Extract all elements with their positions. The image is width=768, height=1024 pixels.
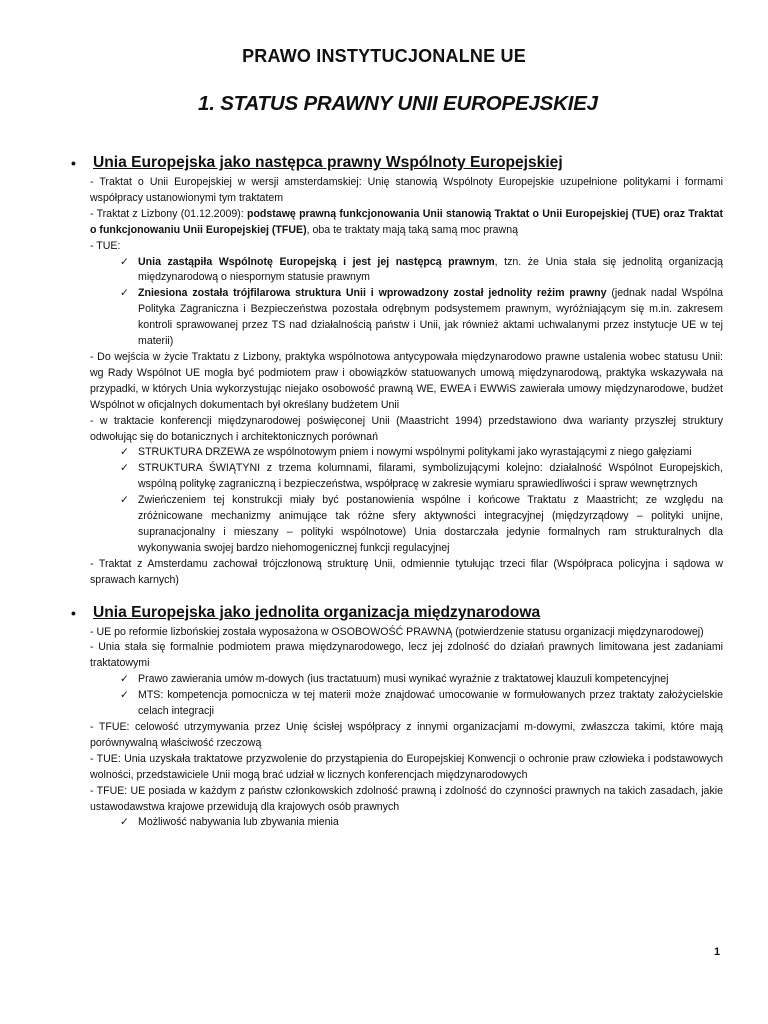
paragraph-tail: , oba te traktaty mają taką samą moc prawną [306,223,518,236]
paragraph: - UE po reformie lizbońskiej została wyposażona w OSOBOWOŚĆ PRAWNĄ (potwierdzenie statusu organizacji międzynarodowej) [90,625,704,638]
paragraph: - w traktacie konferencji międzynarodowej poświęconej Unii (Maastricht 1994) przedstawiono dwa warianty przyszłej struktury odwołując się do botanicznych i architektonicznych porównań [90,414,723,443]
check-item-text: Prawo zawierania umów m-dowych (ius tractatuum) musi wynikać wyraźnie z traktatowej klauzuli kompetencyjnej [138,673,669,686]
document-body [71,153,723,831]
document-subtitle: 1. STATUS PRAWNY UNII EUROPEJSKIEJ [198,92,598,115]
bullet-icon: • [71,604,76,621]
section-heading-text: Unia Europejska jako jednolita organizacja międzynarodowa [93,603,541,621]
checkmark-icon: ✓ [120,494,129,507]
paragraph-bold: podstawę prawną funkcjonowania Unii stanowią Traktat o Unii Europejskiej (TUE) oraz Traktat o funkcjonowaniu Unii Europejskiej (TFUE) [90,207,723,236]
check-item [120,255,723,287]
section-heading [71,153,723,173]
paragraph: - TFUE: UE posiada w każdym z państw członkowskich zdolność prawną i zdolność do czynności prawnych na takich zasadach, jakie ustawodawstwa krajowe przewidują dla krajowych osób prawnych [90,784,723,813]
check-item-tail: , tzn. że Unia stała się jednolitą organizacją międzynarodową o niespornym statusie prawnym [138,255,723,284]
section-heading-text: Unia Europejska jako następca prawny Wspólnoty Europejskiej [93,154,563,171]
page-number: 1 [714,946,721,958]
check-item-text: STRUKTURA DRZEWA ze wspólnotowym pniem i nowymi wspólnymi politykami jako wyrastającymi z niego gałęziami [138,446,692,459]
checkmark-icon: ✓ [120,446,129,459]
paragraph: - TUE: [90,239,121,252]
check-item [120,461,723,493]
paragraph-lead: - Traktat z Lizbony (01.12.2009): [90,207,247,220]
paragraph: - TUE: Unia uzyskała traktatowe przyzwolenie do przystąpienia do Europejskiej Konwencji o ochronie praw człowieka i podstawowych wolności, przedstawiciele Unii mogą brać udział w licznych konferencjach międzynarodowych [90,752,723,781]
check-item [120,445,723,461]
checkmark-icon: ✓ [120,816,129,829]
section-heading [71,603,723,623]
checkmark-icon: ✓ [120,689,129,702]
bullet-icon: • [71,155,76,171]
check-item-text: Możliwość nabywania lub zbywania mienia [138,816,339,829]
check-item-text: Zwieńczeniem tej konstrukcji miały być postanowienia wspólne i końcowe Traktatu z Maastricht; ze względu na zróżnicowane mechanizmy animujące tak różne sfery aktywności integracyjnej (międzyrządowy – polityki unijne, supranacjonalny i mieszany – polityki wspólnotowe) Unia dostarczała jedynie formalnych ram strukturalnych dla wykonywania swojej bardzo niehomogenicznej funkcji regulacyjnej [138,494,723,554]
paragraph: - Traktat z Amsterdamu zachował trójczłonową strukturę Unii, odmiennie tytułując trzeci filar (Współpraca policyjna i sądowa w sprawach karnych) [90,557,723,586]
check-item-text: STRUKTURA ŚWIĄTYNI z trzema kolumnami, filarami, symbolizującymi kolejno: działalność Wspólnot Europejskich, wspólną politykę zagraniczną i bezpieczeństwa, współpracę w zakresie wymiaru sprawiedliwości i spraw wewnętrznych [138,462,723,491]
check-item [120,815,723,831]
check-item [120,286,723,350]
check-item [120,688,723,720]
check-item [120,493,723,557]
check-item-text: MTS: kompetencja pomocnicza w tej materii może znajdować umocowanie w formułowanych przez traktaty założycielskie celach integracji [138,689,723,718]
paragraph: - Do wejścia w życie Traktatu z Lizbony, praktyka wspólnotowa antycypowała międzynarodowo prawne ustalenia wobec statusu Unii: wg Rady Wspólnot UE mogła być podmiotem praw i obowiązków statuowanych umową międzynarodową, praktyka wskazywała na przypadki, w których Unia wykorzystując niejako osobowość prawną WE, EWEA i EWWiS zawierała umowy międzynarodowe, budżet Wspólnot w oficjalnych dokumentach był określany budżetem Unii [90,350,723,411]
paragraph: - Traktat o Unii Europejskiej w wersji amsterdamskiej: Unię stanowią Wspólnoty Europejskie uzupełnione politykami i formami współpracy ustanowionymi tym traktatem [90,176,723,204]
check-item-bold: Unia zastąpiła Wspólnotę Europejską i jest jej następcą prawnym [138,255,495,268]
checkmark-icon: ✓ [120,462,129,475]
paragraph [90,207,723,239]
paragraph: - TFUE: celowość utrzymywania przez Unię ścisłej współpracy z innymi organizacjami m-dowymi, zwłaszcza takimi, które mają porównywalną właściwość rzeczową [90,721,723,749]
checkmark-icon: ✓ [120,255,129,268]
check-item [120,672,723,688]
check-item-tail: (jednak nadal Wspólna Polityka Zagraniczna i Bezpieczeństwa pozostała odrębnym podsystemem prawnym, wyróżniającym się m.in. zakresem kontroli sprawowanej przez TS nad działalnością państw i Unii, jak również aktami uchwalanymi przez instytucje UE w tej materii) [138,287,723,348]
check-item-bold: Zniesiona została trójfilarowa struktura Unii i wprowadzony został jednolity reżim prawny [138,287,607,300]
checkmark-icon: ✓ [120,287,129,300]
document-title: PRAWO INSTYTUCJONALNE UE [242,46,526,66]
checkmark-icon: ✓ [120,673,129,686]
paragraph: - Unia stała się formalnie podmiotem prawa międzynarodowego, lecz jej zdolność do działań prawnych limitowana jest zadaniami traktatowymi [90,641,723,670]
